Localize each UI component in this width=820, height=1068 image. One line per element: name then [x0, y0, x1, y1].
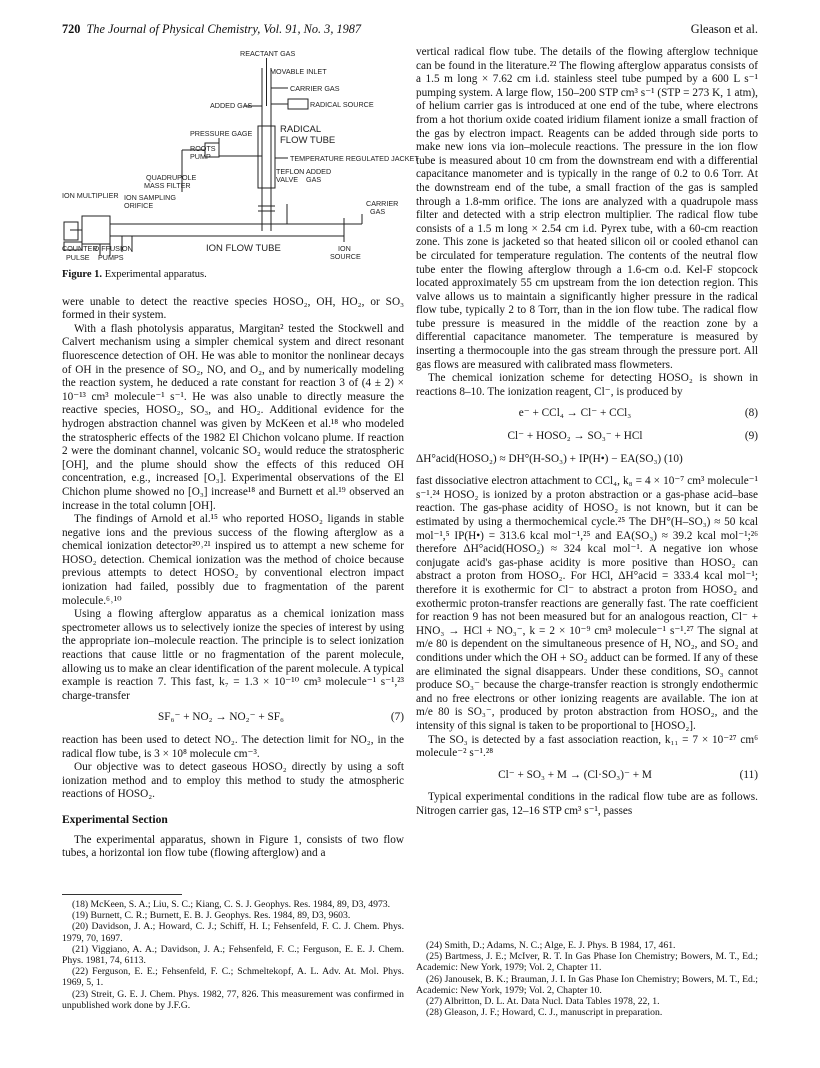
equation-7: [62, 711, 404, 725]
fig-label-ion-sampling: ION SAMPLING: [124, 193, 176, 202]
equation-number: (7): [390, 711, 404, 724]
fig-label-source: SOURCE: [330, 252, 361, 261]
running-header: [62, 22, 758, 40]
equation-body: SF₆⁻ + NO₂ → NO₂⁻ + SF₆: [158, 711, 284, 724]
footnote-rule: [62, 894, 182, 895]
reference-item: (24) Smith, D.; Adams, N. C.; Alge, E. J. Phys. B 1984, 17, 461.: [426, 940, 676, 951]
equation-body: Cl⁻ + SO₃ + M → (Cl·SO₃)⁻ + M: [498, 768, 652, 781]
paragraph: The experimental apparatus, shown in Figure 1, consists of two flow tubes, a horizontal ion flow tube (flowing afterglow) and a: [62, 833, 404, 860]
fig-label-mass-filter: MASS FILTER: [144, 181, 191, 190]
reference-item: (19) Burnett, C. R.; Burnett, E. B. J. Geophys. Res. 1984, 89, D3, 9603.: [72, 910, 351, 922]
fig-label-added-gas-2: GAS: [306, 175, 322, 184]
reference-item: (23) Streit, G. E. J. Chem. Phys. 1982, 77, 826. This measurement was confirmed in unpublished work done by J.F.G.: [62, 988, 404, 1011]
fig-label-added-gas: ADDED GAS: [210, 101, 253, 110]
reference-item: (18) McKeen, S. A.; Liu, S. C.; Kiang, C. S. J. Geophys. Res. 1984, 89, D3, 4973.: [72, 899, 391, 910]
fig-label-quadrupole: QUADRUPOLE: [146, 173, 197, 182]
reference-item: (28) Gleason, J. F.; Howard, C. J., manuscript in preparation.: [426, 1007, 663, 1019]
paragraph: vertical radical flow tube. The details of the flowing afterglow technique can be found in the literature.²² The flowing afterglow apparatus consists of a 1.5 m long × 7.62 cm i.d. stainless steel tube pumped by a 600 L s⁻¹ pumping system. A large flow, 150–200 STP cm³ s⁻¹ (STP = 273 K, 1 atm), of helium carrier gas is introduced at one end of the tube, where electrons from a hot thorium oxide coated iridium filament ionize a small fraction of the gas by electron impact. Reagents can be added through side ports to make new ions via ion–molecule reactions. The pressure in the ion flow tube is measured about 10 cm from the downstream end with a differential capacitance manometer and is typically in the range of 0.2 to 0.6 Torr. At the downstream end of the tube, a small fraction of the gas is sampled through a 1.8-mm orifice. The ions are analyzed with a quadrupole mass filter and detected with a strip electron multiplier. The radical flow tube consists of a 1.5 m long × 2.54 cm i.d. Pyrex tube, with a 60-cm reaction zone. This zone is jacketed so that heated silicon oil or cooled ethanol can be circulated for temperature regulation. The contents of the neutral flow tube enter the flowing afterglow through a 1.6-cm o.d. Kel-F stopcock located approximately 55 cm upstream from the ion detection region. This valve allows us to maintain a significantly higher pressure in the radical flow tube, typically 2 to 8 Torr, than in the ion flow tube. The radical flow tube pressure is measured in the middle of the reaction zone by a differential capacitance manometer. The temperature is measured by inserting a thermocouple into the gas stream through the pressure port. All gas flows are measured with calibrated mass flowmeters.: [416, 46, 758, 371]
reference-item: (26) Janousek, B. K.; Brauman, J. I. In Gas Phase Ion Chemistry; Bowers, M. T., Ed.; Academic: New York, 1979; Vol. 2, Chapter 10.: [416, 973, 758, 996]
equation-11: [416, 769, 758, 783]
fig-label-counter: COUNTER: [62, 244, 98, 253]
paragraph: The SO₃ is detected by a fast association reaction, k₁₁ = 7 × 10⁻²⁷ cm⁶ molecule⁻² s⁻¹.²⁸: [416, 733, 758, 760]
journal-title: The Journal of Physical Chemistry, Vol. 91, No. 3, 1987: [86, 22, 362, 36]
caption-text: Experimental apparatus.: [104, 269, 207, 280]
fig-label-radical-source: RADICAL SOURCE: [310, 100, 374, 109]
fig-label-orifice: ORIFICE: [124, 201, 154, 210]
equation-body: e⁻ + CCl₄ → Cl⁻ + CCl₃: [518, 407, 632, 420]
fig-label-ion-flow-tube: ION FLOW TUBE: [206, 243, 281, 254]
references-left: [62, 894, 404, 1011]
reference-item: (27) Albritton, D. L. At. Data Nucl. Data Tables 1978, 22, 1.: [426, 996, 660, 1008]
paragraph: Using a flowing afterglow apparatus as a chemical ionization mass spectrometer allows us to selectively ionize the species of interest by using the appropriate ion–molecule reaction. The principle is to select ionization reactions that cause little or no fragmentation of the parent molecule, allowing us to make an clear identification of the parent molecule. A typical example is reaction 7. This fast, k₇ = 1.3 × 10⁻¹⁰ cm³ molecule⁻¹ s⁻¹,²³ charge-transfer: [62, 608, 404, 702]
paragraph: were unable to detect the reactive species HOSO₂, OH, HO₂, or SO₃ formed in their system.: [62, 295, 404, 322]
paragraph: reaction has been used to detect NO₂. The detection limit for NO₂, in the radical flow tube, is 3 × 10⁸ molecule cm⁻³.: [62, 734, 404, 760]
equation-body: Cl⁻ + HOSO₂ → SO₃⁻ + HCl: [507, 430, 643, 443]
fig-label-valve: VALVE: [276, 175, 299, 184]
left-column: [62, 46, 419, 861]
right-column: [416, 46, 758, 818]
reference-item: (20) Davidson, J. A.; Howard, C. J.; Schiff, H. I.; Fehsenfeld, F. C. J. Chem. Phys. 1979, 70, 1697.: [62, 921, 404, 944]
fig-label-radical: RADICAL: [280, 124, 322, 135]
paragraph: fast dissociative electron attachment to CCl₄, k₈ = 4 × 10⁻⁷ cm³ molecule⁻¹ s⁻¹.²⁴ HOSO₂ is ionized by a proton abstraction or a gas-phase acid–base reaction. The gas-phase acidity of HOSO₂ is not known, but it can be estimated by using a thermochemical cycle.²⁵ The DH°(H–SO₃) ≈ 50 kcal mol⁻¹,⁵ IP(H•) = 313.6 kcal mol⁻¹,²⁵ and EA(SO₃) ≈ 39.2 kcal mol⁻¹;²⁶ therefore ΔH°acid(HOSO₂) ≈ 324 kcal mol⁻¹. A negative ion whose conjugate acid's gas-phase acidity is more positive than HOSO₂ can abstract a proton from HOSO₂. For HCl, ΔH°acid = 333.4 kcal mol⁻¹; therefore it is exothermic for Cl⁻ to abstract a proton from HOSO₂ and exothermic proton-transfer reactions are generally fast. The rate coefficient for reaction 9 has not been measured but for an analogous reaction, Cl⁻ + HNO₃ → HCl + NO₃⁻, k = 2 × 10⁻⁹ cm³ molecule⁻¹ s⁻¹.²⁷ The signal at m/e 80 is dependent on the simultaneous presence of H, NO₂, and SO₂ and conditions under which the OH + SO₂ adduct can be formed. If any of these are eliminated the signal disappears. Under these conditions, SO₃ cannot produce SO₃⁻ because the charge-transfer reaction is strongly endothermic and no free electrons or other ionizing reagents are available. The ion at m/e 80 is SO₃⁻, produced by proton abstraction from HOSO₂, and the intensity of this signal is taken to be proportional to [HOSO₂].: [416, 475, 758, 732]
page-number: 720: [62, 22, 81, 36]
section-heading: Experimental Section: [62, 813, 168, 826]
paragraph: Typical experimental conditions in the radical flow tube are as follows. Nitrogen carrier gas, 12–16 STP cm³ s⁻¹, passes: [416, 791, 758, 817]
fig-label-carrier: CARRIER: [366, 199, 399, 208]
fig-label-teflon: TEFLON: [276, 167, 305, 176]
apparatus-diagram: [62, 46, 419, 264]
equation-number: (11): [739, 768, 758, 781]
fig-label-added: ADDED: [306, 167, 332, 176]
fig-label-pressure-gage: PRESSURE GAGE: [190, 129, 253, 138]
equation-number: (9): [744, 430, 758, 443]
fig-label-gas: GAS: [370, 207, 386, 216]
fig-label-flow-tube: FLOW TUBE: [280, 135, 336, 146]
paragraph: The findings of Arnold et al.¹⁵ who reported HOSO₂ ligands in stable negative ions and the previous success of the flowing afterglow as a chemical ionization detector²⁰˒²¹ inspired us to attempt a new scheme for HOSO₂ detection. Chemical ionization was the method of choice because previous attempts to detect HOSO₂ by conventional electron impact ionization had failed, possibly due to fragmentation of the parent molecule.⁶˒¹⁰: [62, 513, 404, 607]
fig-label-roots: ROOTS: [190, 144, 216, 153]
equation-9: [416, 430, 758, 444]
fig-label-movable-inlet: MOVABLE INLET: [270, 67, 327, 76]
fig-label-pulse: PULSE: [66, 253, 90, 262]
journal-citation: [62, 22, 361, 37]
equation-number: (8): [744, 407, 758, 420]
paragraph: With a flash photolysis apparatus, Margitan² tested the Stockwell and Calvert mechanism using a simpler chemical system and direct resonant fluorescence detection of OH. He was able to monitor the nonlinear decays of OH in the presence of SO₂, NO, and O₂, and by numerically modeling the reaction system, he deduced a rate constant for reaction 3 of (4 ± 2) × 10⁻¹³ cm³ molecule⁻¹ s⁻¹. He was also unable to directly measure the reactive species, HOSO₂, SO₃, and HO₂. Additional evidence for the hydrogen abstraction channel was given by McKeen et al.¹⁸ who modeled the stratospheric effects of the 1982 El Chichon volcano plume. If reaction 2 were the dominant channel, volcanic SO₂ would reduce the stratospheric [OH], and the plume should show the effects of this reduced OH concentration, e.g., increased [O₃]. Experimental observations of the El Chichon plume showed no [O₃] increase¹⁸ and Burnett et al.¹⁹ observed an increase in the total column [OH].: [62, 322, 404, 512]
reference-item: (25) Bartmess, J. E.; McIver, R. T. In Gas Phase Ion Chemistry; Bowers, M. T., Ed.; Academic: New York, 1979; Vol. 2, Chapter 11.: [416, 951, 758, 974]
figure-1: [62, 46, 419, 264]
fig-label-pumps: PUMPS: [98, 253, 124, 262]
running-authors: Gleason et al.: [690, 22, 758, 36]
equation-10: [416, 453, 758, 467]
fig-label-pump: PUMP: [190, 152, 211, 161]
reference-item: (21) Viggiano, A. A.; Davidson, J. A.; Fehsenfeld, F. C.; Ferguson, E. E. J. Chem. Phys. 1981, 74, 6113.: [62, 943, 404, 967]
paragraph: The chemical ionization scheme for detecting HOSO₂ is shown in reactions 8–10. The ionization reagent, Cl⁻, is produced by: [416, 372, 758, 398]
fig-label-temp-jacket: TEMPERATURE REGULATED JACKET: [290, 154, 419, 163]
fig-label-ion-multiplier: ION MULTIPLIER: [62, 191, 119, 200]
fig-label-reactant-gas: REACTANT GAS: [240, 49, 296, 58]
fig-label-ion: ION: [338, 244, 351, 253]
reference-item: (22) Ferguson, E. E.; Fehsenfeld, F. C.; Schmeltekopf, A. L. Adv. At. Mol. Phys. 1969, 5, 1.: [62, 966, 404, 989]
references-right: [416, 940, 758, 1018]
equation-8: [416, 407, 758, 421]
equation-body: ΔH°acid(HOSO₂) ≈ DH°(H-SO₃) + IP(H•) − EA(SO₃) (10): [416, 452, 683, 465]
figure-caption: [62, 268, 404, 282]
fig-label-diffusion: DIFFUSION: [94, 244, 133, 253]
fig-label-carrier-gas: CARRIER GAS: [290, 84, 340, 93]
paragraph: Our objective was to detect gaseous HOSO₂ directly by using a soft ionization method and to employ this method to study the atmospheric reactions of HOSO₂.: [62, 761, 404, 801]
caption-label: Figure 1.: [62, 269, 103, 280]
